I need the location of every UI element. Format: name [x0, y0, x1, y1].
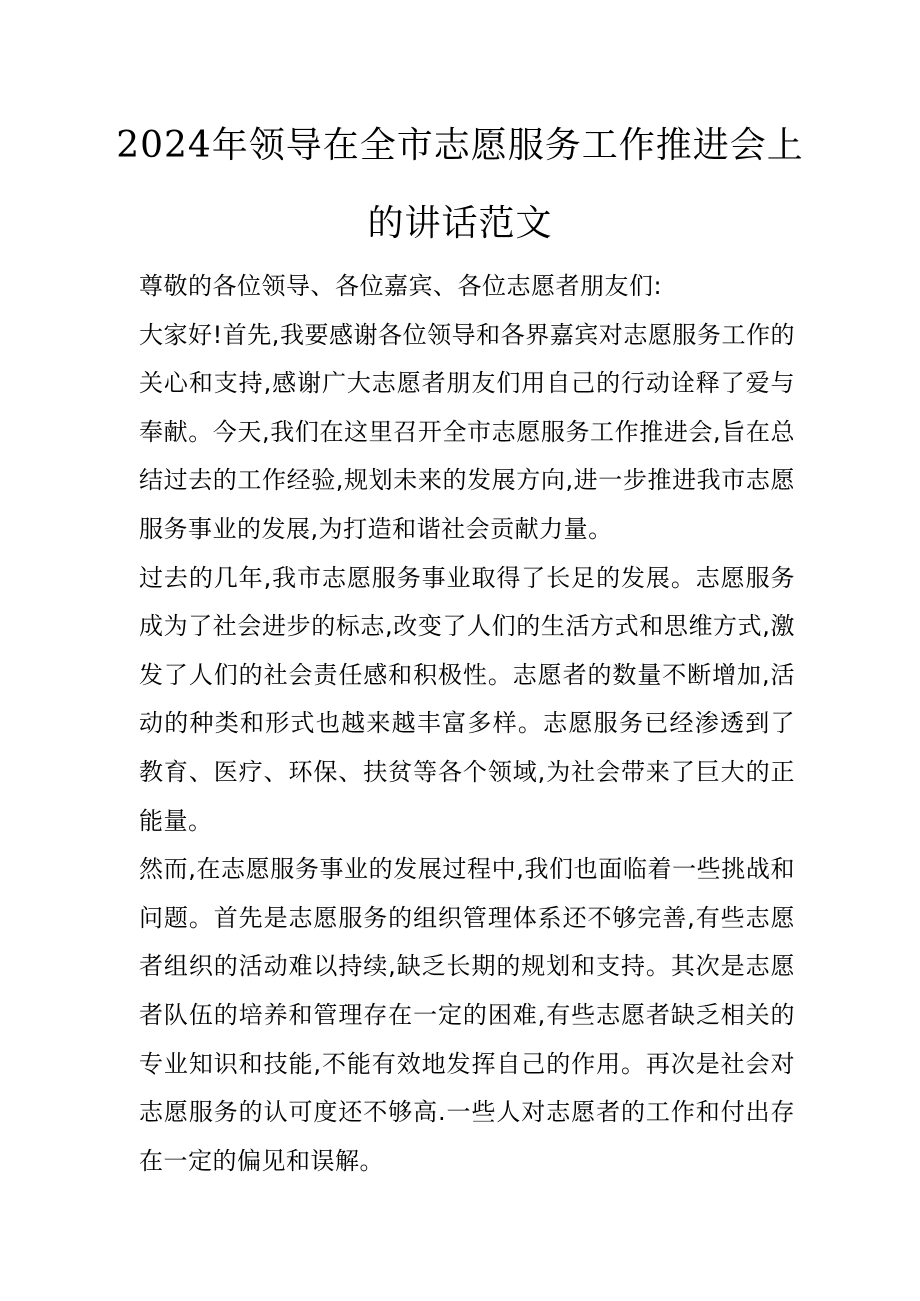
salutation: 尊敬的各位领导、各位嘉宾、各位志愿者朋友们: [139, 272, 663, 300]
document-body [139, 262, 795, 1185]
paragraph-3: 然而,在志愿服务事业的发展过程中,我们也面临着一些挑战和问题。首先是志愿服务的组织管理体系还不够完善,有些志愿者组织的活动难以持续,缺乏长期的规划和支持。其次是志愿者队伍的培养和管理存在一定的困难,有些志愿者缺乏相关的专业知识和技能,不能有效地发挥自己的作用。再次是社会对志愿服务的认可度还不够高.一些人对志愿者的工作和付出存在一定的偏见和误解。 [139, 855, 795, 1175]
document-title-line-2: 的讲话范文 [367, 203, 553, 244]
document-title-line-1: 2024年领导在全市志愿服务工作推进会上 [116, 125, 804, 166]
paragraph-2: 过去的几年,我市志愿服务事业取得了长足的发展。志愿服务成为了社会进步的标志,改变了人们的生活方式和思维方式,激发了人们的社会责任感和积极性。志愿者的数量不断增加,活动的种类和形式也越来越丰富多样。志愿服务已经渗透到了教育、医疗、环保、扶贫等各个领域,为社会带来了巨大的正能量。 [139, 563, 795, 835]
paragraph-1: 大家好!首先,我要感谢各位领导和各界嘉宾对志愿服务工作的关心和支持,感谢广大志愿者朋友们用自己的行动诠释了爱与奉献。今天,我们在这里召开全市志愿服务工作推进会,旨在总结过去的工作经验,规划未来的发展方向,进一步推进我市志愿服务事业的发展,为打造和谐社会贡献力量。 [139, 320, 795, 543]
